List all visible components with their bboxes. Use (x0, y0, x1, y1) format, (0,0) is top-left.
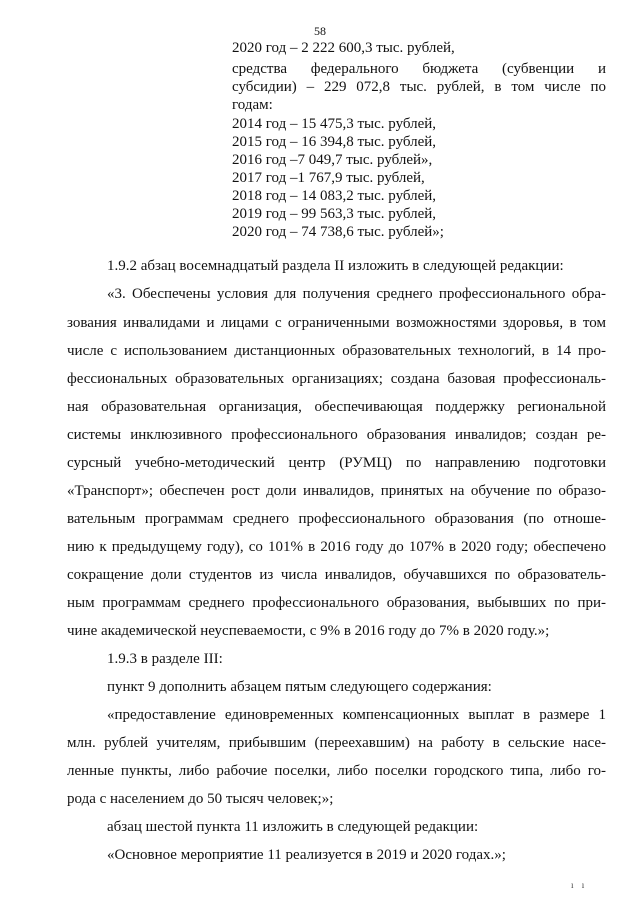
paragraph-line: «предоставление единовременных компенсационных выплат в размере 1 (107, 707, 606, 723)
footer-mark: ı ı (571, 880, 588, 890)
paragraph-line: «Основное мероприятие 11 реализуется в 2019 и 2020 годах.»; (107, 847, 506, 863)
paragraph-line: зования инвалидами и лицами с ограниченными возможностями здоровья, в том (67, 315, 606, 331)
paragraph-line: сурсный учебно-методический центр (РУМЦ) по направлению подготовки (67, 455, 606, 471)
text-line: 2016 год –7 049,7 тыс. рублей», (232, 152, 433, 168)
text-line: 2019 год – 99 563,3 тыс. рублей, (232, 206, 437, 222)
paragraph-line: 1.9.2 абзац восемнадцатый раздела II изложить в следующей редакции: (107, 258, 564, 274)
paragraph-line: ным программам среднего профессионального образования, выбывших по при- (67, 595, 606, 611)
text-line: 2015 год – 16 394,8 тыс. рублей, (232, 134, 437, 150)
paragraph-line: вательным программам среднего профессионального образования (по отноше- (67, 511, 606, 527)
text-line: 2017 год –1 767,9 тыс. рублей, (232, 170, 425, 186)
paragraph-line: чине академической неуспеваемости, с 9% в 2016 году до 7% в 2020 году.»; (67, 623, 550, 639)
paragraph-line: числе с использованием дистанционных образовательных технологий, в 14 про- (67, 343, 606, 359)
paragraph-line: ленные пункты, либо рабочие поселки, либо поселки городского типа, либо го- (67, 763, 606, 779)
text-line: годам: (232, 97, 273, 113)
text-line: субсидии) – 229 072,8 тыс. рублей, в том числе по (232, 79, 606, 95)
paragraph-line: 1.9.3 в разделе III: (107, 651, 223, 667)
paragraph-line: рода с населением до 50 тысяч человек;»; (67, 791, 334, 807)
text-line: 2020 год – 74 738,6 тыс. рублей»; (232, 224, 444, 240)
text-line: средства федерального бюджета (субвенции и (232, 61, 606, 77)
paragraph-line: млн. рублей учителям, прибывшим (переехавшим) на работу в сельские насе- (67, 735, 606, 751)
paragraph-line: «Транспорт»; обеспечен рост доли инвалидов, принятых на обучение по образо- (67, 483, 606, 499)
paragraph-line: нию к предыдущему году), со 101% в 2016 году до 107% в 2020 году; обеспечено (67, 539, 606, 555)
paragraph-line: ная образовательная организация, обеспечивающая поддержку региональной (67, 399, 606, 415)
paragraph-line: сокращение доли студентов из числа инвалидов, обучавшихся по образователь- (67, 567, 606, 583)
page-number: 58 (314, 24, 326, 38)
paragraph-line: фессиональных образовательных организациях; создана базовая профессиональ- (67, 371, 606, 387)
paragraph-line: «3. Обеспечены условия для получения среднего профессионального обра- (107, 286, 606, 302)
text-line: 2018 год – 14 083,2 тыс. рублей, (232, 188, 437, 204)
text-line: 2020 год – 2 222 600,3 тыс. рублей, (232, 40, 455, 56)
paragraph-line: пункт 9 дополнить абзацем пятым следующего содержания: (107, 679, 492, 695)
text-line: 2014 год – 15 475,3 тыс. рублей, (232, 116, 437, 132)
paragraph-line: системы инклюзивного профессионального образования инвалидов; создан ре- (67, 427, 606, 443)
paragraph-line: абзац шестой пункта 11 изложить в следующей редакции: (107, 819, 479, 835)
